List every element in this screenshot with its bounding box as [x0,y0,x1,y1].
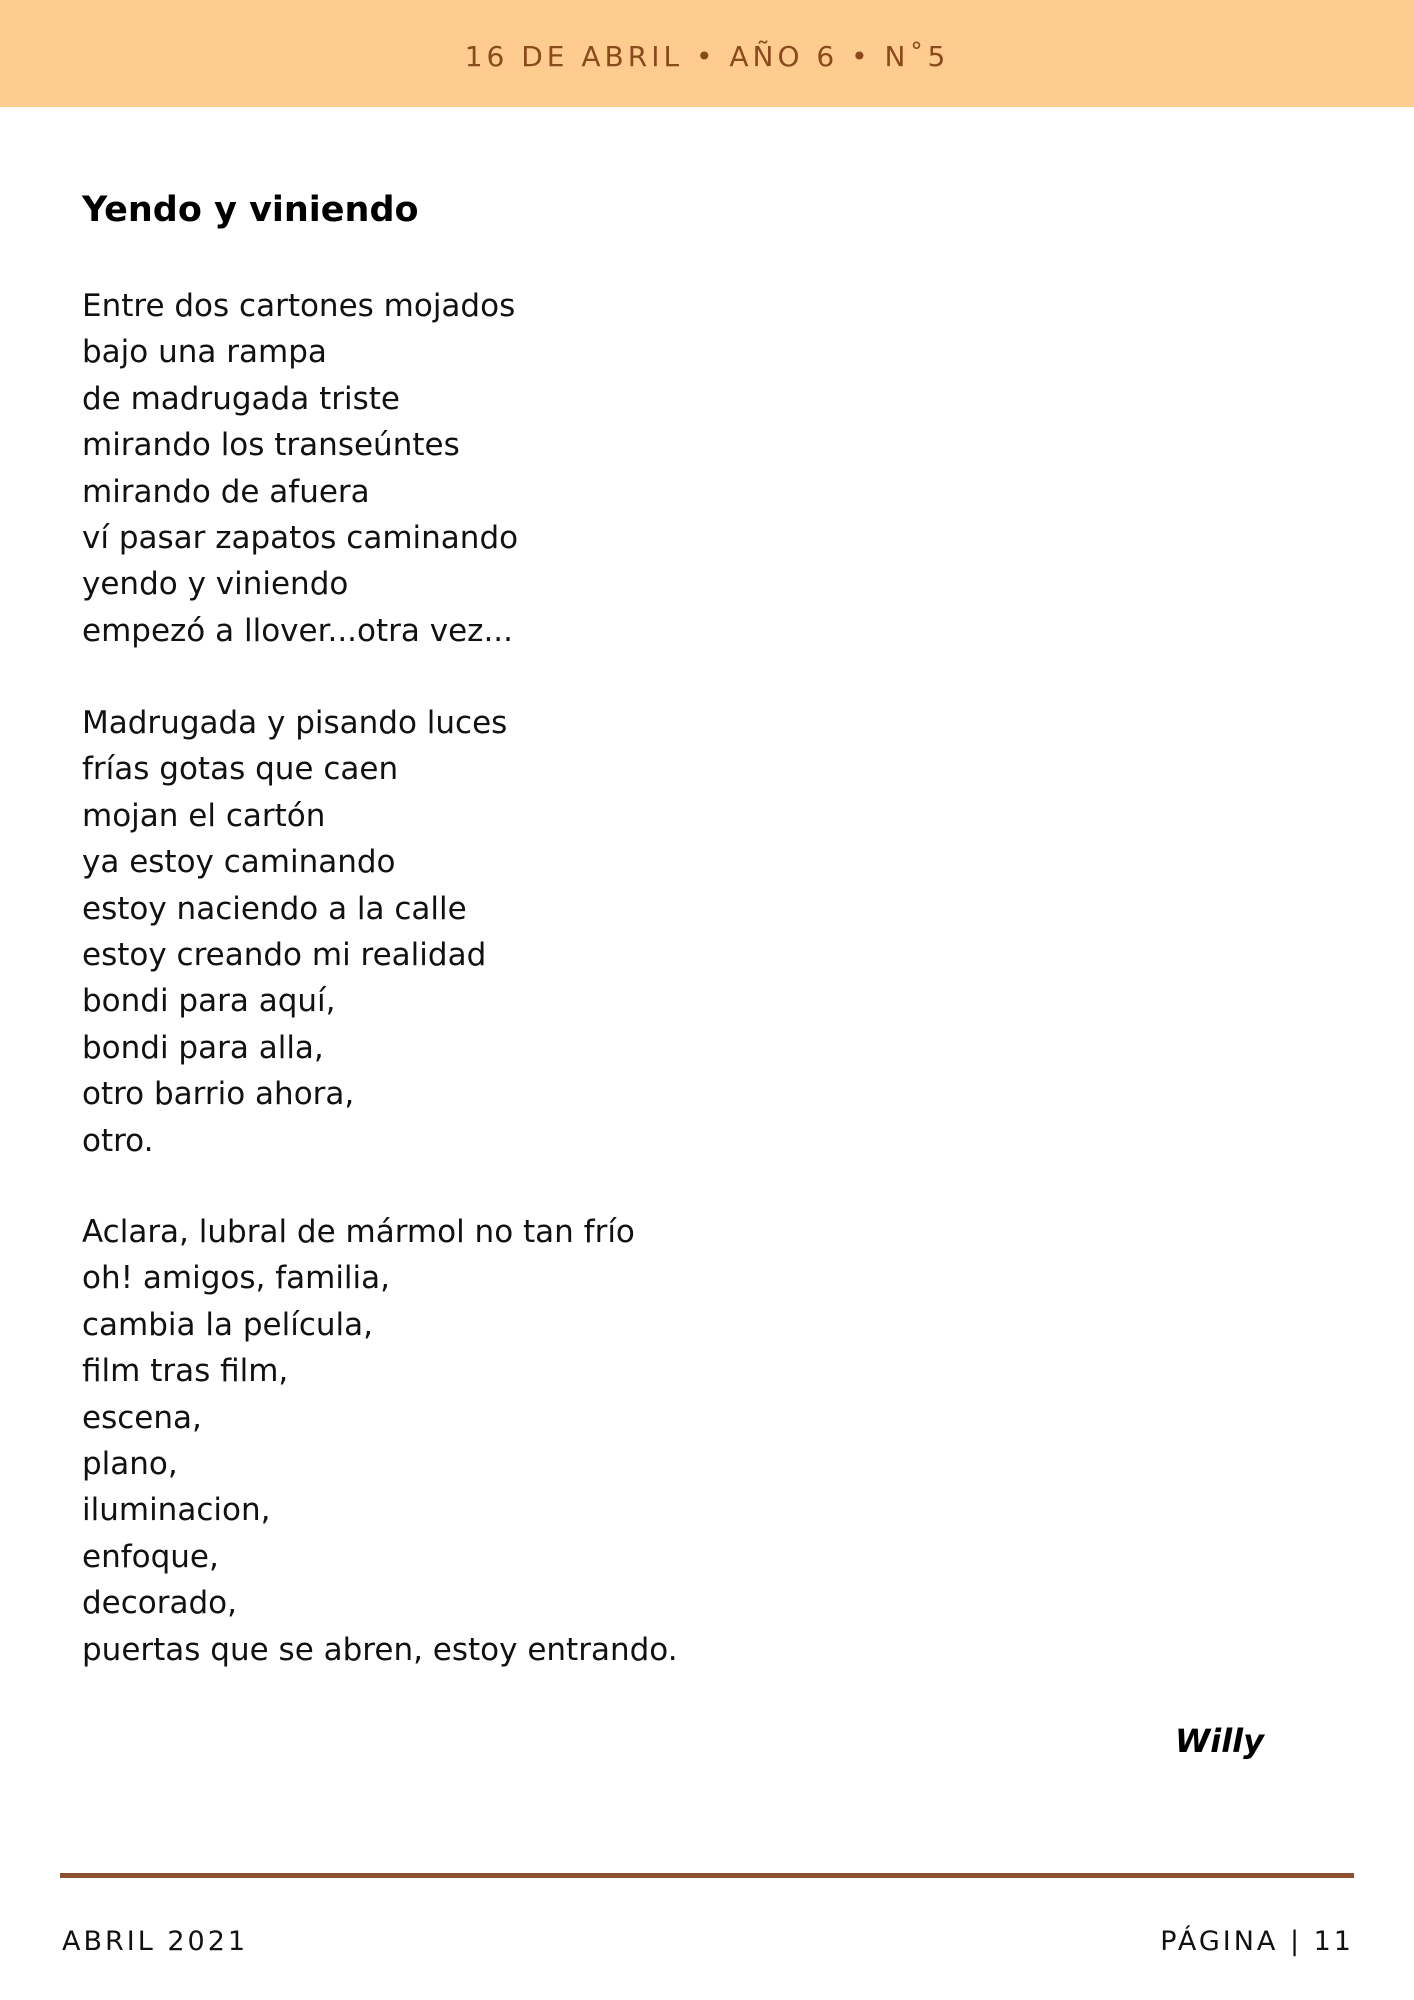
verse-line: Aclara, lubral de mármol no tan frío [82,1214,635,1250]
footer-divider [60,1873,1354,1878]
verse-line: film tras film, [82,1353,289,1390]
verse-line: enfoque, [82,1538,219,1575]
stanza [82,700,507,1164]
stanza [82,283,518,654]
verse-line: ví pasar zapatos caminando [82,519,519,556]
verse-line: yendo y viniendo [82,566,349,603]
header-band [0,0,1414,107]
verse-line: mirando de afuera [82,473,370,510]
verse-line: otro barrio ahora, [82,1076,355,1113]
verse-line: bajo una rampa [82,334,327,371]
verse-line: plano, [82,1445,178,1482]
verse-line: estoy naciendo a la calle [82,890,467,927]
verse-line: mojan el cartón [82,797,326,834]
verse-line: puertas que se abren, estoy entrando. [82,1631,678,1668]
verse-line: ya estoy caminando [82,844,396,881]
verse-line: bondi para aquí, [82,983,336,1020]
poem-title: Yendo y viniendo [82,190,419,230]
verse-line: cambia la película, [82,1306,373,1343]
verse-line: de madrugada triste [82,380,400,417]
verse-line: oh! amigos, familia, [82,1260,391,1297]
verse-line: mirando los transeúntes [82,427,460,464]
verse-line: otro. [82,1122,154,1159]
verse-line: empezó a llover...otra vez... [82,612,514,649]
footer-date: ABRIL 2021 [62,1926,249,1957]
verse-line: estoy creando mi realidad [82,936,487,973]
verse-line: decorado, [82,1585,237,1622]
poem-author: Willy [1174,1722,1264,1760]
verse-line: iluminacion, [82,1492,271,1529]
stanza [82,1209,678,1673]
verse-line: Entre dos cartones mojados [82,288,516,324]
verse-line: frías gotas que caen [82,751,399,788]
page-number: PÁGINA | 11 [1160,1926,1354,1957]
verse-line: bondi para alla, [82,1029,324,1066]
issue-line: 16 DE ABRIL • AÑO 6 • N˚5 [464,40,950,73]
verse-line: escena, [82,1399,202,1436]
verse-line: Madrugada y pisando luces [82,705,508,741]
